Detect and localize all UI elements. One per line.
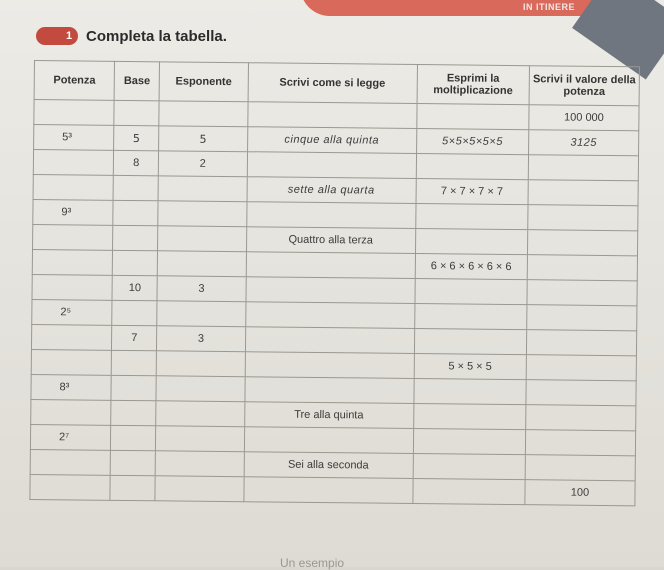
cell-valore[interactable]: 100 xyxy=(525,480,635,506)
cell-moltiplicazione[interactable] xyxy=(416,154,529,180)
cell-valore[interactable] xyxy=(527,280,637,306)
header-potenza: Potenza xyxy=(34,61,115,101)
cell-valore[interactable] xyxy=(527,305,637,331)
cell-potenza[interactable] xyxy=(32,249,113,275)
cell-valore[interactable] xyxy=(528,180,638,206)
cell-esponente[interactable] xyxy=(156,426,245,452)
cell-esponente[interactable]: 3 xyxy=(157,326,246,352)
cell-base[interactable] xyxy=(111,375,156,400)
cell-potenza[interactable] xyxy=(34,100,115,126)
cell-base[interactable] xyxy=(113,250,158,275)
cell-base[interactable]: 5 xyxy=(114,125,159,150)
cell-base[interactable] xyxy=(111,400,156,425)
footer-text: Un esempio xyxy=(280,556,345,570)
table-header-row xyxy=(34,61,639,106)
cell-moltiplicazione[interactable] xyxy=(414,328,527,354)
cell-valore[interactable] xyxy=(525,455,635,481)
cell-esponente[interactable] xyxy=(157,301,246,327)
cell-lettura[interactable]: Quattro alla terza xyxy=(246,227,415,254)
cell-potenza[interactable] xyxy=(32,274,113,300)
cell-lettura[interactable]: Tre alla quinta xyxy=(244,402,413,429)
cell-valore[interactable] xyxy=(526,330,636,356)
cell-base[interactable] xyxy=(112,300,157,325)
cell-lettura[interactable] xyxy=(246,202,415,229)
cell-esponente[interactable]: 2 xyxy=(158,151,247,177)
cell-potenza[interactable] xyxy=(30,474,111,500)
header-esponente: Esponente xyxy=(159,62,248,102)
cell-valore[interactable] xyxy=(525,430,635,456)
cell-moltiplicazione[interactable]: 7 × 7 × 7 × 7 xyxy=(416,179,529,205)
cell-base[interactable] xyxy=(111,450,156,475)
cell-potenza[interactable] xyxy=(30,449,111,475)
cell-potenza[interactable]: 2⁵ xyxy=(32,299,113,325)
header-valore: Scrivi il valore della potenza xyxy=(529,66,639,106)
cell-valore[interactable]: 3125 xyxy=(529,130,639,156)
cell-esponente[interactable] xyxy=(155,451,244,477)
header-esprimi: Esprimi la moltiplicazione xyxy=(417,65,530,105)
cell-esponente[interactable] xyxy=(158,201,247,227)
cell-esponente[interactable] xyxy=(156,376,245,402)
header-base: Base xyxy=(114,61,159,100)
cell-valore[interactable] xyxy=(526,355,636,381)
cell-potenza[interactable] xyxy=(31,349,112,375)
cell-moltiplicazione[interactable]: 5 × 5 × 5 xyxy=(414,353,527,379)
cell-moltiplicazione[interactable] xyxy=(413,428,526,454)
cell-esponente[interactable] xyxy=(158,226,247,252)
cell-lettura[interactable] xyxy=(245,302,414,329)
cell-moltiplicazione[interactable]: 6 × 6 × 6 × 6 × 6 xyxy=(415,254,528,280)
table-row xyxy=(30,474,635,505)
cell-esponente[interactable] xyxy=(156,351,245,377)
cell-base[interactable] xyxy=(114,100,159,125)
cell-lettura[interactable] xyxy=(247,102,416,129)
cell-moltiplicazione[interactable] xyxy=(413,378,526,404)
cell-valore[interactable] xyxy=(526,380,636,406)
cell-esponente[interactable]: 3 xyxy=(157,276,246,302)
cell-potenza[interactable]: 2⁷ xyxy=(30,424,111,450)
cell-moltiplicazione[interactable] xyxy=(412,478,525,504)
cell-esponente[interactable] xyxy=(155,476,244,502)
cell-lettura[interactable] xyxy=(244,427,413,454)
cell-potenza[interactable] xyxy=(31,399,112,425)
cell-base[interactable]: 7 xyxy=(112,325,157,350)
cell-base[interactable] xyxy=(110,475,155,500)
cell-moltiplicazione[interactable]: 5×5×5×5×5 xyxy=(416,129,529,155)
cell-potenza[interactable] xyxy=(31,324,112,350)
cell-potenza[interactable] xyxy=(33,224,114,250)
exercise-title: Completa la tabella. xyxy=(86,28,227,45)
cell-lettura[interactable]: sette alla quarta xyxy=(247,177,416,204)
cell-base[interactable] xyxy=(113,200,158,225)
cell-valore[interactable] xyxy=(528,205,638,231)
cell-esponente[interactable] xyxy=(158,176,247,202)
cell-valore[interactable] xyxy=(526,405,636,431)
cell-potenza[interactable]: 8³ xyxy=(31,374,112,400)
cell-moltiplicazione[interactable] xyxy=(416,104,529,130)
cell-valore[interactable] xyxy=(528,230,638,256)
cell-valore[interactable] xyxy=(528,155,638,181)
header-scrivi: Scrivi come si legge xyxy=(248,63,417,104)
cell-esponente[interactable] xyxy=(157,251,246,277)
cell-lettura[interactable] xyxy=(246,277,415,304)
cell-moltiplicazione[interactable] xyxy=(413,403,526,429)
cell-lettura[interactable]: cinque alla quinta xyxy=(247,127,416,154)
cell-moltiplicazione[interactable] xyxy=(414,303,527,329)
cell-valore[interactable] xyxy=(527,255,637,281)
cell-lettura[interactable] xyxy=(243,477,412,504)
cell-base[interactable]: 10 xyxy=(112,275,157,300)
cell-potenza[interactable]: 9³ xyxy=(33,199,114,225)
cell-moltiplicazione[interactable] xyxy=(415,278,528,304)
powers-table xyxy=(29,60,640,506)
cell-valore[interactable]: 100 000 xyxy=(529,105,639,131)
cell-base[interactable] xyxy=(113,175,158,200)
cell-esponente[interactable]: 5 xyxy=(159,126,248,152)
header-tag: IN ITINERE xyxy=(523,2,576,12)
cell-base[interactable] xyxy=(112,350,157,375)
cell-lettura[interactable] xyxy=(245,327,414,354)
cell-base[interactable]: 8 xyxy=(114,150,159,175)
cell-esponente[interactable] xyxy=(156,401,245,427)
cell-lettura[interactable] xyxy=(246,252,415,279)
cell-lettura[interactable]: Sei alla seconda xyxy=(244,452,413,479)
cell-base[interactable] xyxy=(111,425,156,450)
exercise-number: 1 xyxy=(65,30,73,42)
cell-moltiplicazione[interactable] xyxy=(415,229,528,255)
cell-potenza[interactable] xyxy=(33,150,114,176)
cell-moltiplicazione[interactable] xyxy=(413,453,526,479)
cell-lettura[interactable] xyxy=(245,352,414,379)
cell-base[interactable] xyxy=(113,225,158,250)
cell-esponente[interactable] xyxy=(159,101,248,127)
cell-lettura[interactable] xyxy=(245,377,414,404)
cell-lettura[interactable] xyxy=(247,152,416,179)
cell-potenza[interactable] xyxy=(33,174,114,200)
cell-potenza[interactable]: 5³ xyxy=(34,125,115,151)
cell-moltiplicazione[interactable] xyxy=(415,204,528,230)
